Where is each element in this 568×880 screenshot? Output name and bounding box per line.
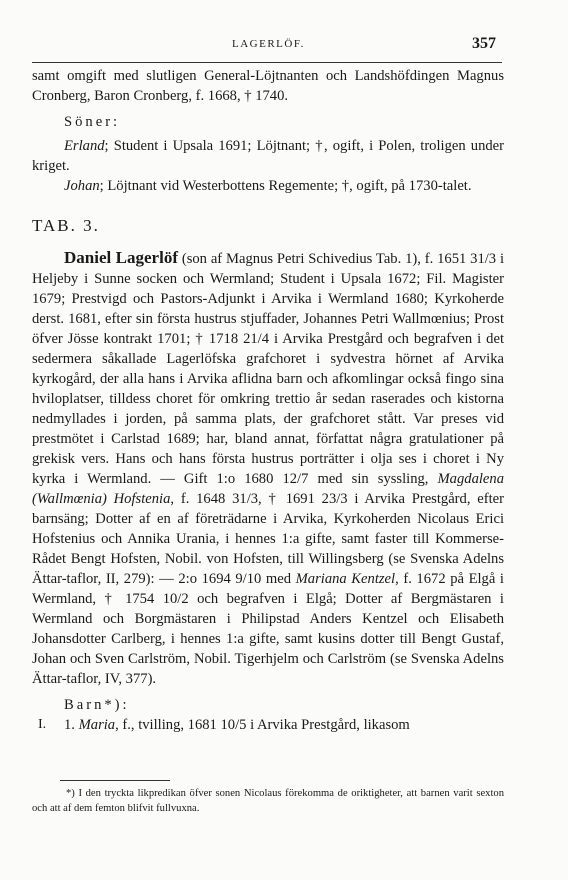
son-text: ; Student i Upsala 1691; Löjtnant; †, ogift, i Polen, troligen under kriget. — [32, 138, 504, 174]
son-entry-johan — [32, 176, 504, 196]
child-name: Maria — [78, 717, 116, 733]
body-text — [32, 66, 504, 735]
son-text: ; Löjtnant vid Westerbottens Regemente; †, ogift, på 1730-talet. — [99, 178, 472, 194]
child-text: , f., tvilling, 1681 10/5 i Arvika Prestgård, likasom — [115, 717, 410, 733]
page-number: 357 — [472, 35, 496, 52]
daniel-entry — [32, 248, 504, 689]
opening-paragraph: samt omgift med slutligen General-Löjtnanten och Landshöfdingen Magnus Cronberg, Baron Cronberg, f. 1668, † 1740. — [32, 68, 504, 104]
son-entry-erland — [32, 136, 504, 176]
child-number: 1. — [64, 717, 75, 733]
first-wife-name: Magdalena (Wallmœnia) Hofstenia — [32, 471, 504, 507]
running-title: LAGERLÖF. — [232, 38, 305, 50]
footnote-text: *) I den tryckta likpredikan öfver sonen Nicolaus förekomma de oriktigheter, att barnen varit sexton och att af dem femton blifvit fullvuxna. — [32, 788, 504, 814]
barn-label: Barn*): — [64, 697, 130, 713]
child-entry-maria — [32, 715, 504, 735]
header-rule — [32, 62, 502, 63]
soner-label: Söner: — [64, 114, 121, 130]
second-wife-name: Mariana Kentzel — [295, 571, 396, 587]
margin-numeral: I. — [38, 717, 47, 732]
footnote-rule — [60, 780, 170, 781]
son-name: Erland — [64, 138, 105, 154]
daniel-name: Daniel Lagerlöf — [64, 248, 178, 267]
daniel-text-1: (son af Magnus Petri Schivedius Tab. 1), f. 1651 31/3 i Heljeby i Sunne socken och Wermland; Student i Upsala 1672; Fil. Magister 1679; Prestvigd och Pastors-Adjunkt i Arvika i Wermland 1680; Kyrkoherde derst. 1681, efter sin första hustrus stjuffader, Johannes Petri Wallmœnius; Prost öfver Jösse kontrakt 1701; † 1718 21/4 i Arvika Prestgård och begrafven i det sedermera såkallade Lagerlöfska grafchoret i sydvestra hörnet af Arvika kyrkogård, der alla hans i Arvika aflidna barn och afkomlingar också fingo sina hviloplatser, tilldess choret för omkring trettio år sedan raserades och kistorna nedmyllades i jorden, på samma plats, der grafchoret stått. Var preses vid prestmötet i Carlstad 1689; har, bland annat, författat några gratulationer på grekisk vers. Hans och hans första hustrus porträtter i olja ses i choret i Ny kyrka i Wermland. — Gift 1:o 1680 12/7 med sin syssling, — [32, 251, 504, 487]
son-name: Johan — [64, 178, 100, 194]
tab-heading: TAB. 3. — [32, 216, 100, 235]
footnote — [32, 786, 504, 816]
daniel-text-3: , f. 1672 på Elgå i Wermland, † 1754 10/2 och begrafven i Elgå; Dotter af Bergmästaren i Wermland och Borgmästaren i Philipstad Anders Kentzel och Elisabeth Johansdotter Carlberg, i hennes 1:a gifte, samt kusins dotter till Bengt Gustaf, Johan och Sven Carlström, Nobil. Tigerhjelm och Carlström (se Svenska Adelns Ättar-taflor, IV, 377). — [32, 571, 504, 687]
daniel-text-2: , f. 1648 31/3, † 1691 23/3 i Arvika Prestgård, efter barnsäng; Dotter af en af företrädarne i Arvika, Kyrkoherden Nicolaus Erici Hofstenius och Annika Urania, i hennes 1:a gifte, samt faster till Kommerse-Rådet Bengt Hofsten, Nobil. von Hofsten, till Willingsberg (se Svenska Adelns Ättar-taflor, II, 279): — 2:o 1694 9/10 med — [32, 491, 505, 587]
page-header — [0, 35, 568, 58]
